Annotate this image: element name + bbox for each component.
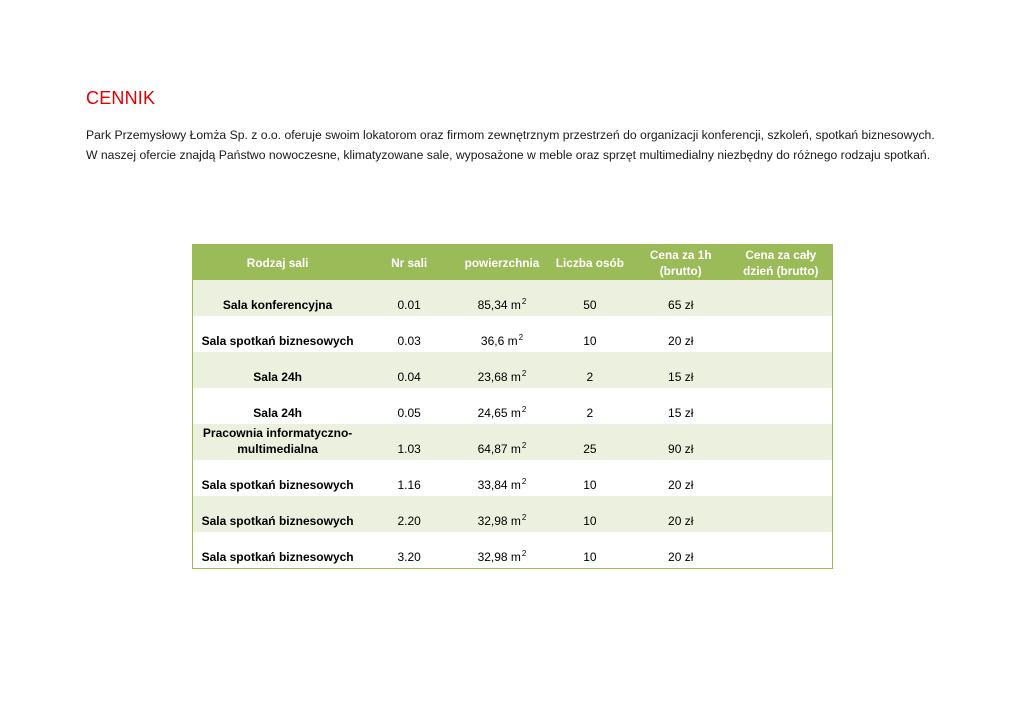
price-hour-cell: 65 zł bbox=[632, 280, 730, 316]
area-value: 85,34 m bbox=[477, 298, 521, 312]
price-hour-cell: 20 zł bbox=[632, 496, 730, 532]
page-title: CENNIK bbox=[86, 88, 156, 108]
price-hour-cell: 90 zł bbox=[632, 424, 730, 460]
area-unit-exponent: 2 bbox=[518, 333, 524, 342]
area-value: 24,65 m bbox=[477, 406, 521, 420]
area-unit-exponent: 2 bbox=[521, 297, 527, 306]
room-number-cell: 0.03 bbox=[362, 316, 456, 352]
room-type-cell: Sala konferencyjna bbox=[193, 280, 363, 316]
price-table bbox=[192, 244, 833, 569]
intro-line-1: Park Przemysłowy Łomża Sp. z o.o. oferuje swoim lokatorom oraz firmom zewnętrznym przestrzeń do organizacji konferencji, szkoleń, spotkań biznesowych. bbox=[86, 128, 935, 142]
area-unit-exponent: 2 bbox=[521, 405, 527, 414]
area-value: 23,68 m bbox=[477, 370, 521, 384]
price-hour-cell: 20 zł bbox=[632, 532, 730, 569]
area-cell bbox=[456, 388, 548, 424]
room-number-cell: 2.20 bbox=[362, 496, 456, 532]
area-cell bbox=[456, 352, 548, 388]
room-type-cell: Sala spotkań biznesowych bbox=[193, 532, 363, 569]
area-value: 36,6 m bbox=[480, 334, 518, 348]
room-number-cell: 1.16 bbox=[362, 460, 456, 496]
table-row bbox=[193, 496, 833, 532]
room-type-cell: Sala spotkań biznesowych bbox=[193, 496, 363, 532]
area-unit-exponent: 2 bbox=[521, 549, 527, 558]
room-type-cell: Sala 24h bbox=[193, 388, 363, 424]
table-row bbox=[193, 280, 833, 316]
header-area: powierzchnia bbox=[456, 245, 548, 281]
area-value: 64,87 m bbox=[477, 442, 521, 456]
area-cell bbox=[456, 424, 548, 460]
price-hour-cell: 15 zł bbox=[632, 388, 730, 424]
header-room-type: Rodzaj sali bbox=[193, 245, 363, 281]
table-row bbox=[193, 532, 833, 569]
header-persons: Liczba osób bbox=[548, 245, 632, 281]
table-row bbox=[193, 352, 833, 388]
price-hour-cell: 15 zł bbox=[632, 352, 730, 388]
area-unit-exponent: 2 bbox=[521, 369, 527, 378]
price-hour-cell: 20 zł bbox=[632, 316, 730, 352]
price-day-cell bbox=[730, 460, 833, 496]
persons-cell: 10 bbox=[548, 316, 632, 352]
persons-cell: 10 bbox=[548, 532, 632, 569]
room-number-cell: 0.04 bbox=[362, 352, 456, 388]
persons-cell: 2 bbox=[548, 352, 632, 388]
table-row bbox=[193, 424, 833, 460]
persons-cell: 2 bbox=[548, 388, 632, 424]
room-type-cell: Sala spotkań biznesowych bbox=[193, 460, 363, 496]
area-cell bbox=[456, 460, 548, 496]
price-hour-cell: 20 zł bbox=[632, 460, 730, 496]
header-price-day: Cena za cały dzień (brutto) bbox=[730, 245, 833, 281]
room-type-cell: Sala 24h bbox=[193, 352, 363, 388]
area-cell bbox=[456, 280, 548, 316]
table-row bbox=[193, 460, 833, 496]
intro-text bbox=[86, 125, 986, 165]
table-body bbox=[193, 280, 833, 569]
room-number-cell: 0.05 bbox=[362, 388, 456, 424]
area-value: 32,98 m bbox=[477, 550, 521, 564]
area-unit-exponent: 2 bbox=[521, 441, 527, 450]
room-type-cell: Sala spotkań biznesowych bbox=[193, 316, 363, 352]
area-cell bbox=[456, 316, 548, 352]
price-day-cell bbox=[730, 352, 833, 388]
table-header-row bbox=[193, 245, 833, 281]
persons-cell: 10 bbox=[548, 460, 632, 496]
room-number-cell: 0.01 bbox=[362, 280, 456, 316]
price-day-cell bbox=[730, 316, 833, 352]
area-value: 32,98 m bbox=[477, 514, 521, 528]
persons-cell: 50 bbox=[548, 280, 632, 316]
header-price-hour: Cena za 1h (brutto) bbox=[632, 245, 730, 281]
price-day-cell bbox=[730, 280, 833, 316]
area-unit-exponent: 2 bbox=[521, 513, 527, 522]
area-value: 33,84 m bbox=[477, 478, 521, 492]
room-type-cell: Pracownia informatyczno-multimedialna bbox=[193, 424, 363, 460]
table-row bbox=[193, 316, 833, 352]
persons-cell: 10 bbox=[548, 496, 632, 532]
area-unit-exponent: 2 bbox=[521, 477, 527, 486]
table-row bbox=[193, 388, 833, 424]
intro-line-2: W naszej ofercie znajdą Państwo nowoczesne, klimatyzowane sale, wyposażone w meble oraz sprzęt multimedialny niezbędny do różnego rodzaju spotkań. bbox=[86, 148, 931, 162]
room-number-cell: 3.20 bbox=[362, 532, 456, 569]
price-day-cell bbox=[730, 424, 833, 460]
price-day-cell bbox=[730, 532, 833, 569]
price-day-cell bbox=[730, 496, 833, 532]
room-number-cell: 1.03 bbox=[362, 424, 456, 460]
price-day-cell bbox=[730, 388, 833, 424]
persons-cell: 25 bbox=[548, 424, 632, 460]
area-cell bbox=[456, 496, 548, 532]
header-room-number: Nr sali bbox=[362, 245, 456, 281]
area-cell bbox=[456, 532, 548, 569]
